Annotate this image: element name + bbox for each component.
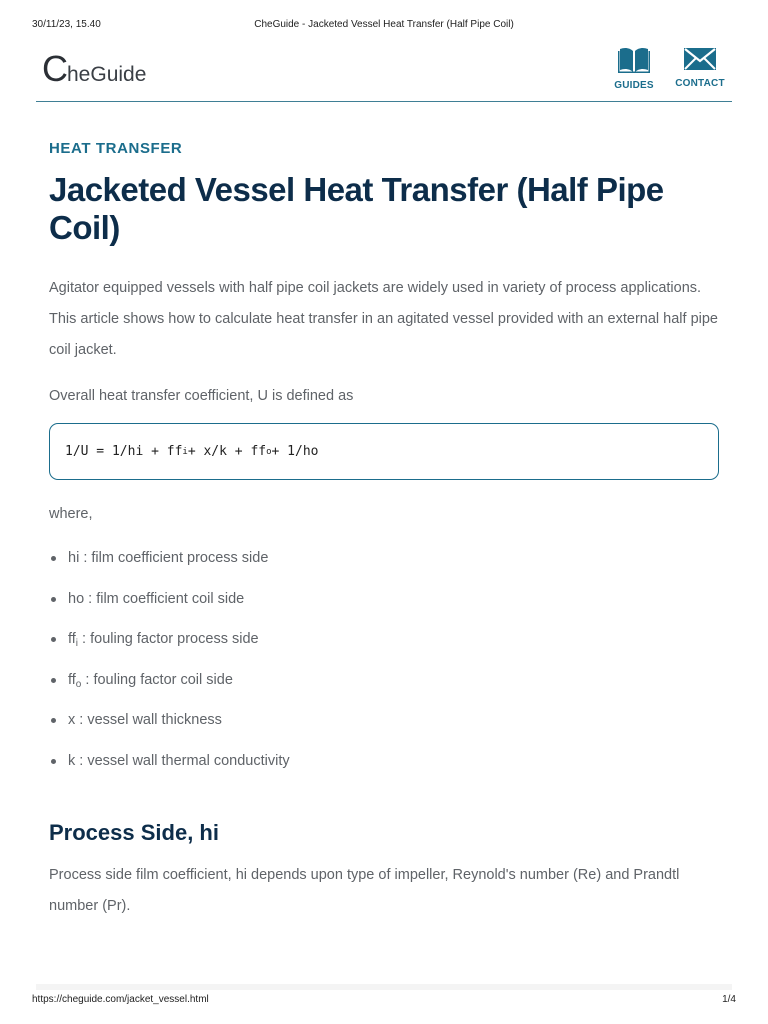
definition-list [49, 548, 719, 791]
definition-subscript: i [75, 638, 79, 649]
formula-subscript: i [182, 446, 188, 457]
article [49, 140, 719, 922]
intro-paragraph: Agitator equipped vessels with half pipe coil jackets are widely used in variety of process applications. This article shows how to calculate heat transfer in an agitated vessel provided with an external half pipe coil jacket. [49, 280, 718, 358]
list-item [49, 751, 719, 792]
nav-guides[interactable] [609, 46, 659, 91]
site-header [36, 44, 732, 102]
formula-subscript: o [266, 446, 272, 457]
overall-coefficient-text: Overall heat transfer coefficient, U is defined as [49, 388, 354, 404]
print-date: 30/11/23, 15.40 [32, 19, 101, 30]
list-item [49, 629, 719, 670]
definition-text: : fouling factor process side [78, 631, 259, 647]
formula-box [49, 423, 719, 480]
definition-text: k : vessel wall thermal conductivity [68, 752, 290, 769]
definition-text: x : vessel wall thickness [68, 712, 222, 728]
bullet-icon [51, 678, 56, 683]
logo-text: heGuide [67, 63, 147, 86]
bullet-icon [51, 759, 56, 764]
bullet-icon [51, 556, 56, 561]
logo-initial: C [42, 48, 67, 89]
envelope-icon [670, 46, 730, 72]
formula-part: + 1/ho [271, 444, 319, 459]
definition-text: ho : film coefficient coil side [68, 590, 245, 607]
section-paragraph: Process side film coefficient, hi depends upon type of impeller, Reynold's number (Re) and Prandtl number (Pr). [49, 867, 680, 914]
book-icon [609, 46, 659, 74]
print-url: https://cheguide.com/jacket_vessel.html [32, 994, 209, 1005]
section-title: Process Side, hi [49, 820, 219, 845]
page-divider [36, 984, 732, 990]
definition-text: hi : film coefficient process side [68, 550, 269, 566]
nav-contact-label: CONTACT [675, 78, 725, 89]
list-item [49, 670, 719, 711]
nav-contact[interactable] [670, 46, 730, 89]
page-title: Jacketed Vessel Heat Transfer (Half Pipe Coil) [49, 171, 664, 246]
list-item [49, 589, 719, 630]
list-item [49, 548, 719, 589]
formula-part: + x/k + ff [187, 444, 267, 459]
site-logo[interactable] [42, 48, 146, 90]
bullet-icon [51, 637, 56, 642]
bullet-icon [51, 718, 56, 723]
nav-guides-label: GUIDES [614, 80, 654, 91]
print-document-title: CheGuide - Jacketed Vessel Heat Transfer (Half Pipe Coil) [254, 19, 514, 30]
list-item [49, 710, 719, 751]
definition-subscript: o [75, 678, 82, 690]
definition-symbol: ff [68, 631, 76, 647]
definition-symbol: ff [68, 671, 76, 688]
print-page-number: 1/4 [722, 994, 736, 1005]
definition-text: : fouling factor coil side [81, 671, 233, 688]
where-text: where, [49, 506, 93, 522]
formula-part: 1/U = 1/hi + ff [65, 444, 183, 459]
bullet-icon [51, 597, 56, 602]
article-category[interactable]: HEAT TRANSFER [49, 140, 183, 157]
